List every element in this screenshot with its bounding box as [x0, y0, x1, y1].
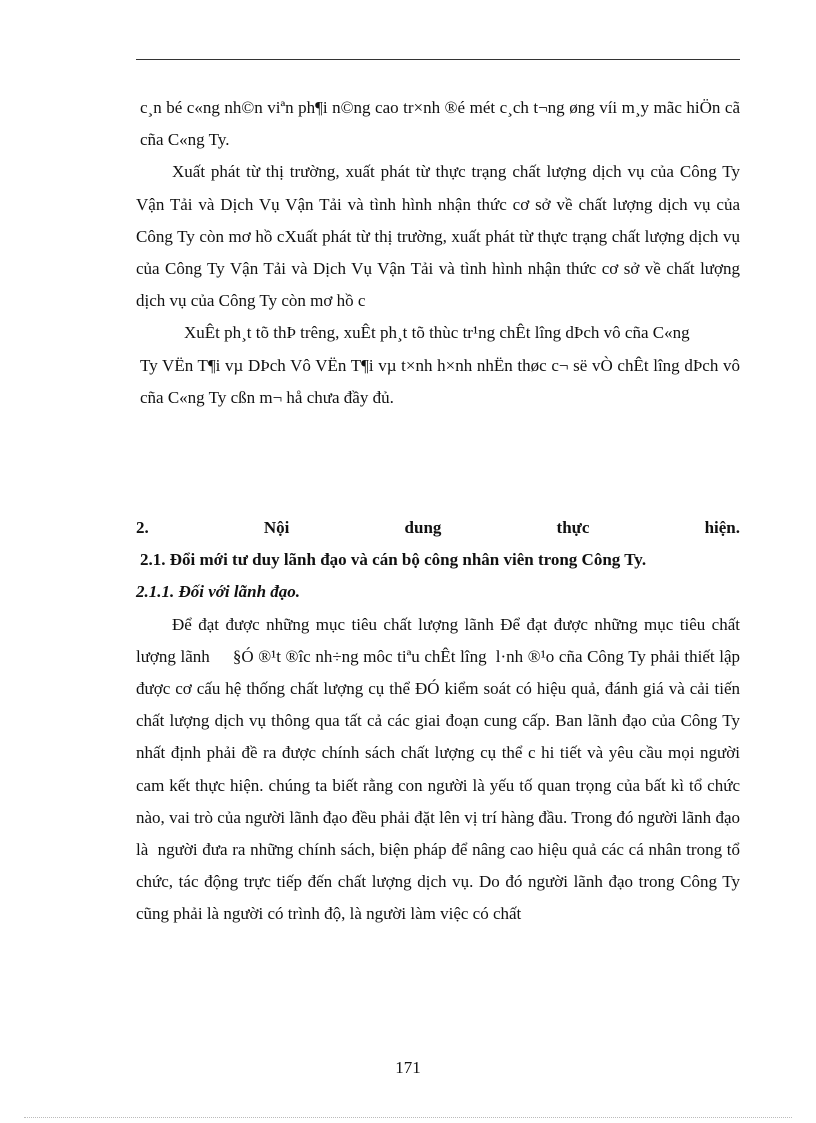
- footer-dotted-rule: [24, 1117, 792, 1118]
- heading-word-4: hiện.: [704, 518, 740, 538]
- subheading-2-1: 2.1. Đổi mới tư duy lãnh đạo và cán bộ công nhân viên trong Công Ty.: [140, 550, 647, 570]
- paragraph-1: c¸n bé c«ng nh©n viªn ph¶i n©ng cao tr×nh ®é mét c¸ch t¬ng øng víi m¸y mãc hiÖn cã cña C«ng Ty.: [140, 98, 740, 150]
- heading-word-number: 2.: [136, 518, 149, 538]
- header-rule: [136, 59, 740, 60]
- paragraph-2: Xuất phát từ thị trường, xuất phát từ thực trạng chất lượng dịch vụ của Công Ty Vận Tải và Dịch Vụ Vận Tải và tình hình nhận thức cơ sở về chất lượng dịch vụ của Công Ty còn mơ hồ cXuất phát từ thị trường, xuất phát từ thực trạng chất lượng dịch vụ của Công Ty Vận Tải và Dịch Vụ Vận Tải và tình hình nhận thức cơ sở về chất lượng dịch vụ của Công Ty còn mơ hồ c: [136, 162, 740, 311]
- section-heading: [136, 512, 740, 544]
- body-paragraph: Để đạt được những mục tiêu chất lượng lãnh Để đạt được những mục tiêu chất lượng lãnh §Ó ®¹t ®îc nh÷ng môc tiªu chÊt lîng l·nh ®¹o cña Công Ty phải thiết lập được cơ cấu hệ thống chất lượng cụ thể ĐÓ kiểm soát có hiệu quả, đánh giá và cải tiến chất lượng dịch vụ thông qua tất cả các giai đoạn cung cấp. Ban lãnh đạo của Công Ty nhất định phải đề ra được chính sách chất lượng cụ thể c hi tiết và yêu cầu mọi người cam kết thực hiện. chúng ta biết rằng con người là yếu tố quan trọng của bất kì tổ chức nào, vai trò của người lãnh đạo đều phải đặt lên vị trí hàng đầu. Trong đó người lãnh đạo là người đưa ra những chính sách, biện pháp để nâng cao hiệu quả các cá nhân trong tổ chức, tác động trực tiếp đến chất lượng dịch vụ. Do đó người lãnh đạo trong Công Ty cũng phải là người có trình độ, là người làm việc có chất: [136, 614, 745, 924]
- paragraph-3: XuÊt ph¸t tõ thÞ trêng, xuÊt ph¸t tõ thùc tr¹ng chÊt lîng dÞch vô cña C«ng: [184, 323, 690, 343]
- heading-word-3: thực: [556, 518, 590, 538]
- page-number: 171: [395, 1058, 421, 1077]
- subheading-2-1-1: 2.1.1. Đối với lãnh đạo.: [136, 582, 301, 602]
- heading-word-2: dung: [404, 518, 442, 538]
- heading-word-1: Nội: [263, 518, 290, 538]
- page-body: [136, 92, 745, 931]
- section-gap: [136, 414, 740, 512]
- paragraph-4: Ty VËn T¶i vµ DÞch Vô VËn T¶i vµ t×nh h×nh nhËn thøc c¬ së vÒ chÊt lîng dÞch vô cña C«ng Ty cßn m¬ hå chưa đầy đủ.: [140, 355, 740, 407]
